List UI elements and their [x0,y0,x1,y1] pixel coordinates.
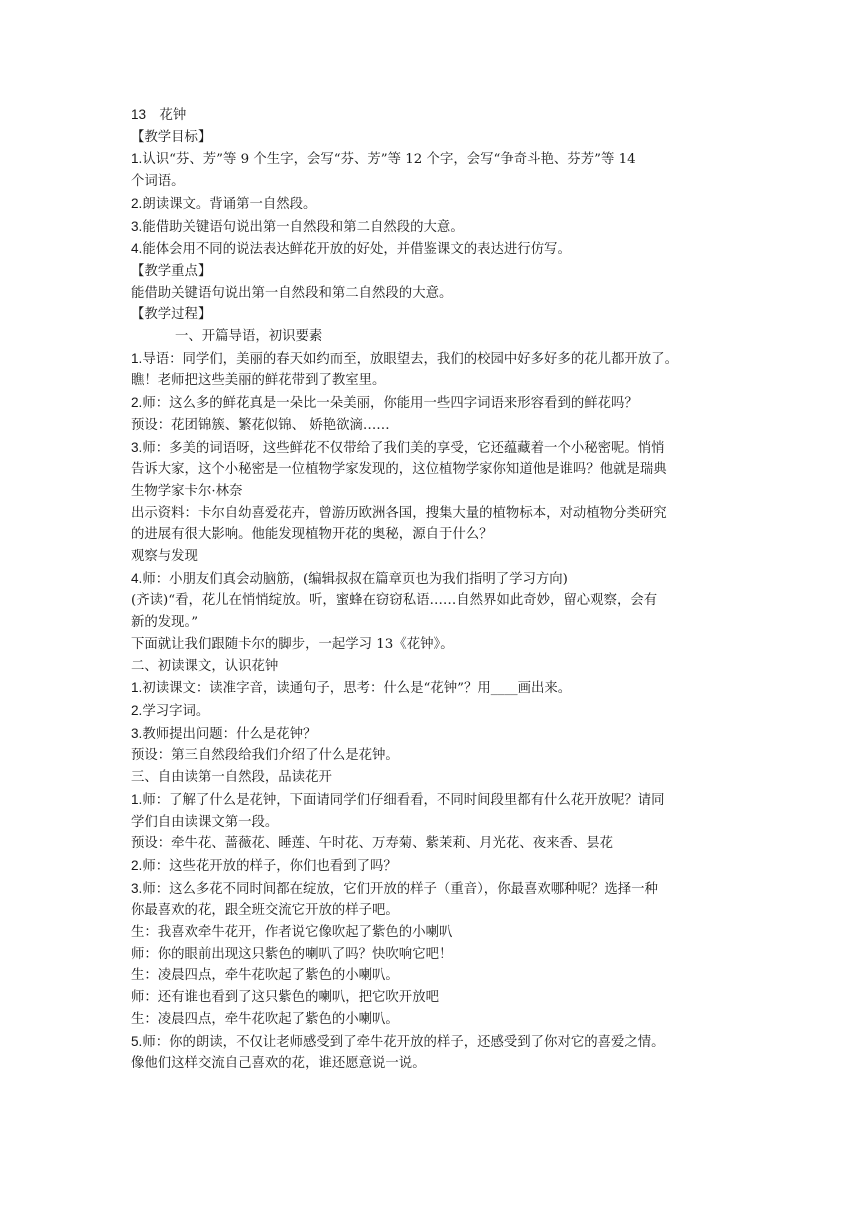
line-number: 13 [131,107,147,122]
text-line [131,878,739,901]
text-line [131,370,739,392]
line-text: 生：我喜欢牵牛花开，作者说它像吹起了紫色的小喇叭 [131,925,453,941]
text-line [131,326,739,348]
line-text: 师：多美的词语呀，这些鲜花不仅带给了我们美的享受，它还蕴藏着一个小秘密呢。悄悄 [142,440,665,456]
text-line [131,833,739,855]
text-line [131,238,739,261]
line-number: 1. [131,350,143,366]
line-text: 朗读课文。背诵第一自然段。 [142,196,317,212]
text-line [131,812,739,834]
line-text: 瞧！老师把这些美丽的鲜花带到了教室里。 [131,373,386,389]
line-number: 5. [131,1033,143,1049]
line-text: 你最喜欢的花，跟全班交流它开放的样子吧。 [131,903,399,919]
line-text: 师：你的眼前出现这只紫色的喇叭了吗？快吹响它吧！ [131,946,453,962]
line-text: 生物学家卡尔·林奈 [131,483,243,499]
document-body [131,104,739,1075]
line-text: 认识“芬、芳”等 9 个生字，会写“芬、芳”等 12 个字，会写“争奇斗艳、芬芳”等 14 [142,152,636,168]
line-text: 师：了解了什么是花钟，下面请同学们仔细看看，不同时间段里都有什么花开放呢？请同 [142,792,665,808]
line-number: 3. [131,880,143,896]
line-text: 学们自由读课文第一段。 [131,814,279,830]
text-line [131,568,739,591]
text-line [131,612,739,634]
line-text: 师：这些花开放的样子，你们也看到了吗？ [142,858,397,874]
line-text: 师：你的朗读，不仅让老师感受到了牵牛花开放的样子，还感受到了你对它的喜爱之情。 [142,1034,665,1050]
line-text: 花钟 [146,108,187,123]
line-text: 学习字词。 [142,703,210,719]
line-text: 观察与发现 [131,549,198,565]
text-line [131,900,739,922]
text-line [131,855,739,878]
line-number: 4. [131,570,143,586]
line-text: 出示资料：卡尔自幼喜爱花卉，曾游历欧洲各国，搜集大量的植物标本，对动植物分类研究 [131,505,667,521]
line-number: 2. [131,395,143,411]
text-line [131,634,739,656]
text-line [131,481,739,503]
line-text: 初读课文：读准字音，读通句子，思考：什么是“花钟”？用____画出来。 [142,681,572,697]
text-line [131,104,739,127]
line-text: 预设：花团锦簇、繁花似锦、 娇艳欲滴…… [131,417,390,433]
line-text: 二、初读课文，认识花钟 [131,658,279,674]
line-text: 告诉大家，这个小秘密是一位植物学家发现的，这位植物学家你知道他是谁吗？他就是瑞典 [131,462,667,478]
text-line [131,965,739,987]
text-line [131,745,739,767]
line-number: 2. [131,857,143,873]
text-line [131,261,739,283]
text-line [131,415,739,437]
line-text: 一、开篇导语，初识要素 [175,329,323,345]
text-line [131,459,739,481]
line-text: 师：还有谁也看到了这只紫色的喇叭，把它吹开放吧 [131,990,439,1006]
line-text: 预设：第三自然段给我们介绍了什么是花钟。 [131,748,399,764]
line-number: 2. [131,195,143,211]
line-text: 生：凌晨四点，牵牛花吹起了紫色的小喇叭。 [131,1011,399,1027]
text-line [131,348,739,371]
line-text: 师：小朋友们真会动脑筋，(编辑叔叔在篇章页也为我们指明了学习方向) [142,571,568,587]
line-text: 个词语。 [131,174,185,190]
text-line [131,437,739,460]
text-line [131,987,739,1009]
text-line [131,723,739,746]
line-text: 师：这么多的鲜花真是一朵比一朵美丽，你能用一些四字词语来形容看到的鲜花吗？ [142,396,638,412]
line-number: 1. [131,791,143,807]
text-line [131,304,739,326]
line-number: 3. [131,218,143,234]
line-text: 的进展有很大影响。他能发现植物开花的奥秘，源自于什么？ [131,527,493,543]
line-number: 2. [131,702,143,718]
text-line [131,392,739,415]
text-line [131,524,739,546]
text-line [131,700,739,723]
text-line [131,922,739,944]
line-text: 【教学目标】 [131,129,212,145]
line-text: 教师提出问题：什么是花钟？ [142,726,317,742]
line-text: 新的发现。” [131,615,199,631]
text-line [131,283,739,305]
line-text: 三、自由读第一自然段，品读花开 [131,770,332,786]
text-line [131,1031,739,1054]
line-text: 像他们这样交流自己喜欢的花，谁还愿意说一说。 [131,1056,426,1072]
line-text: 导语：同学们，美丽的春天如约而至，放眼望去，我们的校园中好多好多的花儿都开放了。 [142,351,678,367]
text-line [131,944,739,966]
text-line [131,171,739,193]
line-text: 预设：牵牛花、蔷薇花、睡莲、午时花、万寿菊、紫茉莉、月光花、夜来香、昙花 [131,836,614,852]
line-text: (齐读)“看，花儿在悄悄绽放。听，蜜蜂在窃窃私语……自然界如此奇妙，留心观察，会有 [131,593,658,609]
text-line [131,789,739,812]
line-text: 能借助关键语句说出第一自然段和第二自然段的大意。 [131,285,453,301]
line-text: 生：凌晨四点，牵牛花吹起了紫色的小喇叭。 [131,968,399,984]
text-line [131,1009,739,1031]
line-number: 1. [131,680,143,696]
line-text: 【教学过程】 [131,307,212,323]
text-line [131,767,739,789]
text-line [131,677,739,700]
line-text: 师：这么多花不同时间都在绽放，它们开放的样子（重音），你最喜欢哪种呢？选择一种 [142,881,658,897]
line-text: 下面就让我们跟随卡尔的脚步，一起学习 13《花钟》。 [131,636,454,652]
line-number: 3. [131,439,143,455]
text-line [131,127,739,149]
text-line [131,656,739,678]
line-number: 4. [131,241,143,257]
line-text: 【教学重点】 [131,263,212,279]
line-text: 能借助关键语句说出第一自然段和第二自然段的大意。 [142,219,464,235]
text-line [131,590,739,612]
line-number: 1. [131,151,143,167]
text-line [131,193,739,216]
text-line [131,148,739,171]
line-number: 3. [131,725,143,741]
text-line [131,1053,739,1075]
line-text: 能体会用不同的说法表达鲜花开放的好处，并借鉴课文的表达进行仿写。 [142,242,571,258]
text-line [131,546,739,568]
text-line [131,503,739,525]
text-line [131,216,739,239]
